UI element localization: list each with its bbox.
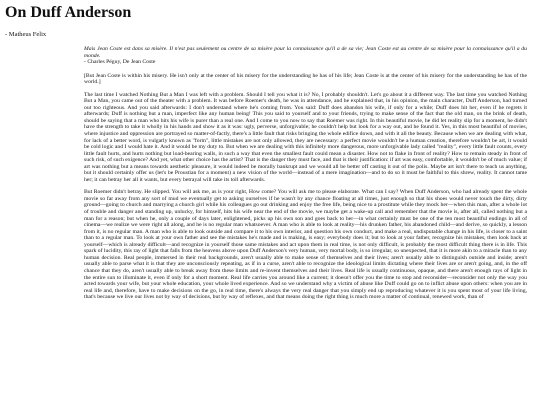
article-title: On Duff Anderson: [5, 4, 132, 21]
epigraph: [84, 46, 527, 66]
epigraph-text: Mais Jean Coste est dans sa misère. Il n'est pas seulement ou centre de sa misère pour la connaissance qu'il a de sa vie; Jean Coste est au centre de sa misère pour la connaissance qu'il a du monde.: [84, 46, 527, 59]
body-paragraph-2: But Roemer didn't betray. He slipped. You will ask me, as is your right, How come? You will ask me to please elaborate. What can I say? When Duff Anderson, who had already spent the whole movie so far away from any sort of mud we eventually get to asking ourselves if he wasn't by any chance floating at all times, just enough so that his shoes would never touch the dirty, dirty ground—going to church and marrying a church girl while his colleagues go out drinking and enjoy the free life, being nice to a prostitute while they mock her—when this man, after a whole lot of trouble and danger and standing up, unlucky, for himself, hits his wife near the end of the movie, we maybe get a wake-up call and remember that the movie is, after all, called nothing but a man for a reason; but when he, only a couple of days later, enlightened, picks up his own son and goes back to her—in what certainly must be one of the ten most beautiful endings in all of cinema—we realize we were right all along, and he is no regular man whatsoever. A man who is able to look at reality—his drunken father, his abandoned child—and derive, so quickly, a lesson from it, is no regular man. A man who is able to look outside and compare it to his own interior, and question his own conduct, and make a real, undisputable change in his life, is closer to a saint than to a regular man. To look at your own father and see the mistakes he's made and is making, is easy; everybody does it; but to look at your father, recognize his mistakes, then look back at yourself—which is already difficult—and recognize in yourself those same mistakes and act upon them in real time, is not only difficult, is probably the most difficult thing there is in life. This spark of lucidity, this ray of light that falls from the heavens above upon Duff Anderson's very human, very mortal body, is so irregular, so unexpected, that it is more akin to a miracle than to any human decision. Real people, immersed in their real backgrounds, aren't usually able to make sense of themselves and their lives; aren't usually able to distinguish outside and inside; aren't usually able to parse what it is that they are unconsciously repeating, as if in a curse, aren't able to recognize the ideological limits dictating where their lives are or aren't going, and, in the off chance that they do, aren't usually able to break away from these limits and re-invent themselves and their lives. Real life is usually continuous, opaque, and there aren't enough rays of light in the entire sun to illuminate it, even if only for a short moment. Real life carries you around like a current; it doesn't offer you the time to stop and reconsider—reconsider not only the way you acted towards your wife, but your whole education, your whole lived experience. And so we understand why a victim of abuse like Duff could go on to inflict abuse upon others: when you are in real life and, therefore, have to make decisions on the go, in real time, there's always the very real danger that you simply end up reproducing whatever it is you spent most of your life living, that's because we live our lives not by way of decisions, but by way of reflexes, and that means doing the right thing is much more a matter of continual, renewed work, than of: [84, 189, 527, 301]
body-paragraph-1: The last time I watched Nothing But a Man I was left with a problem. Should I tell you what it is? No, I probably shouldn't. Let's go about it a different way. The last time you watched Nothing But a Man, you came out of the theater with a problem. It was before Roemer's death, he was in attendance, and he explained that, in his opinion, the main character, Duff Anderson, had turned out too righteous. And you said afterwards: I don't understand where he's coming from. You said: Duff does abandon his wife, if only for a while; Duff does hit her, even if he regrets it afterwards; Duff is nothing but a man, imperfect like any human being! This you said to yourself and to your friends, trying to make sense of the fact that the old man, on the brink of death, should be saying that a man who hits his wife is purer than a real one. And I come to you now to say that Roemer was right. In this beautiful movie, he did let reality slip for a moment, he didn't have the strength to take it wholly in his hands and show it as it was: ugly, perverse, unforgivable; he couldn't help but look for a way out, and he found it. Yes, in this most beautiful of movies, where injustice and oppression are portrayed so matter-of-factly, there's a little fault that risks bringing the whole edifice down, and with it all the beauty. Because when we are dealing with what, for lack of a better word, is vulgarly known as "form", little mistakes are not only allowed, they are necessary: a perfect movie wouldn't be a human creation, therefore wouldn't be art, it would be cold logic and I would hate it. And it would be my duty to. But when we are dealing with this infinitely more dangerous, more unforgivable lady called "reality", every little fault counts, every little fault hurts, and hurts nothing but load-bearing walls, in such a way that even the smallest fault could mean a disaster. How not to flake in front of reality? How to remain steady in front of such risk, of such exigence? And yet, what other choice has the artist? That is the danger they must face, and that is their justification: if art was easy, comfortable, it wouldn't be of much value; if art was nothing but a means towards aesthetic pleasure, it would indeed be morally bankrupt and we would all be better off casting it out of the polis. Maybe art isn't there to teach us anything, but it should certainly offer us (let's be Proustian for a moment) a new vision of the world—instead of a mere imagination—and to do so it must be faithful to this shrew, reality. It cannot tame her; it can betray her all it wants, but every betrayal will take its toll afterwards.: [84, 91, 527, 183]
epigraph-translation: [But Jean Coste is within his misery. He isn't only at the center of his misery for the understanding he has of his life; Jean Coste is at the center of his misery for the understanding he has of the world.]: [84, 72, 527, 86]
epigraph-attribution: - Charles Péguy, De Jean Coste: [84, 59, 156, 66]
article-body: [84, 46, 527, 307]
article-author: - Matheus Felix: [5, 31, 47, 38]
